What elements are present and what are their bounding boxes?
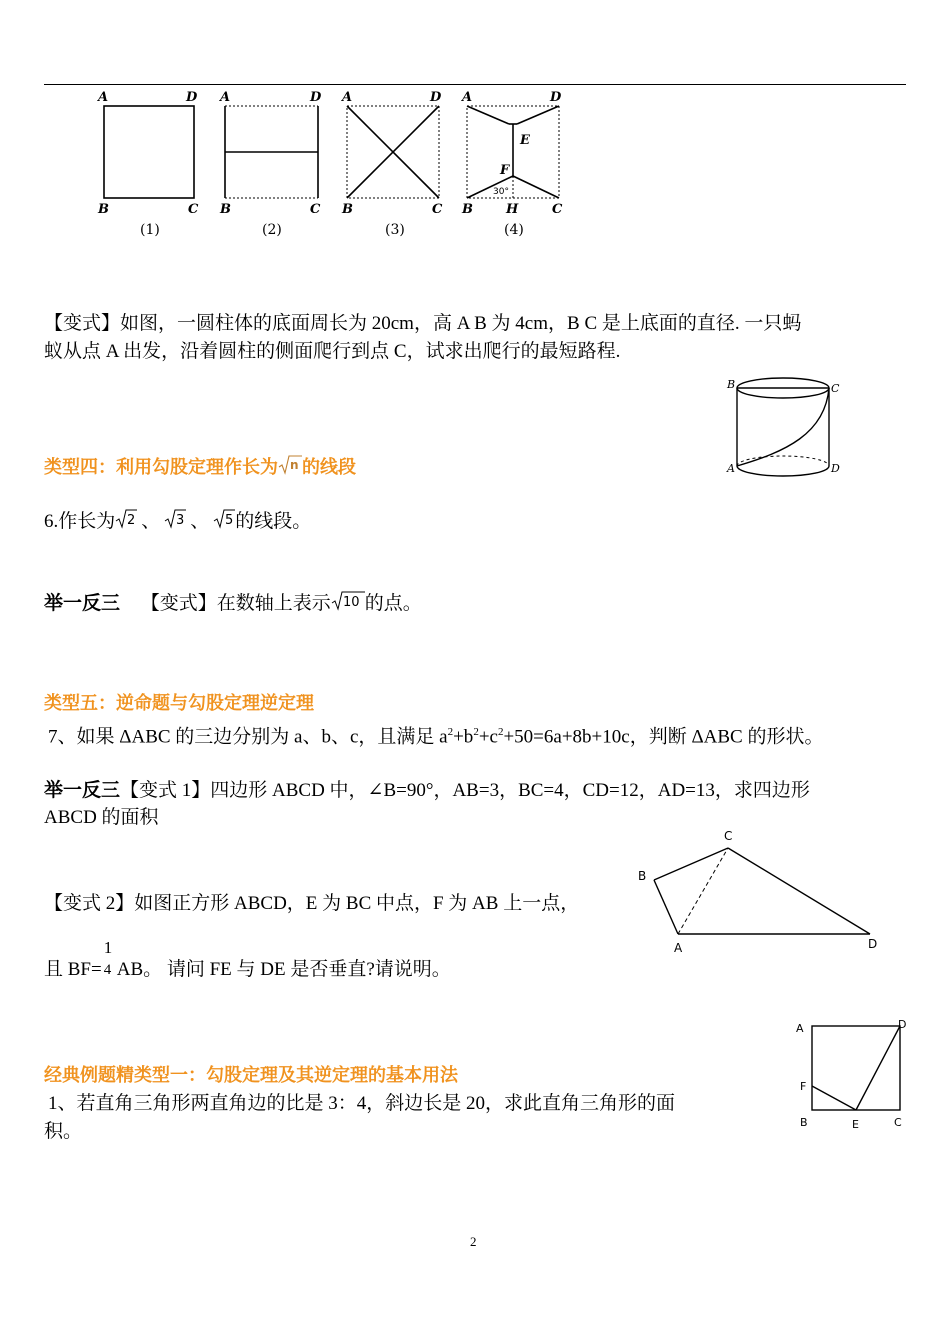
quad-label-c: C [724, 829, 733, 843]
fig3-label-b: B [342, 202, 353, 217]
variant1-line2: ABCD 的面积 [44, 807, 159, 828]
square-abcd-figure [790, 1014, 912, 1134]
fig1-label-c: C [188, 202, 199, 217]
svg-text:10: 10 [342, 595, 360, 610]
fig2-caption: (2) [262, 222, 282, 238]
classic-heading: 经典例题精类型一：勾股定理及其逆定理的基本用法 [44, 1065, 458, 1086]
fig4-label-a: A [462, 90, 473, 105]
fig4-label-b: B [462, 202, 473, 217]
fig4-label-d: D [550, 90, 562, 105]
sqrt-3 [164, 508, 186, 534]
fig4-label-c: C [552, 202, 563, 217]
classic-q1-line2: 积。 [44, 1121, 83, 1142]
cylinder-text-line1: 【变式】如图，一圆柱体的底面周长为 20cm，高 A B 为 4cm，B C 是上底面的直径. 一只蚂 [44, 313, 802, 334]
variant2-line2: 且 BF= 1 4 AB。 请问 FE 与 DE 是否垂直?请说明。 [44, 938, 451, 980]
sqrt-n [278, 454, 302, 480]
cylinder-label-c: C [831, 382, 840, 395]
fig2-label-a: A [220, 90, 231, 105]
sq-label-e: E [852, 1118, 859, 1131]
fig2-label-b: B [220, 202, 231, 217]
cylinder-label-b: B [727, 378, 736, 391]
q6-text: 6.作长为 2 、 3 、 5 的线段。 [44, 508, 311, 534]
fig4-caption: (4) [504, 222, 524, 238]
fig1-caption: (1) [140, 222, 160, 238]
variant2-line1: 【变式 2】如图正方形 ABCD，E 为 BC 中点，F 为 AB 上一点， [44, 893, 580, 914]
fraction-one-quarter: 1 4 [103, 938, 113, 978]
quadrilateral-figure [630, 826, 890, 956]
variant1-line1: 举一反三【变式 1】四边形 ABCD 中，∠B=90°，AB=3，BC=4，CD=12，AD=13，求四边形 [44, 779, 810, 801]
quad-label-d: D [868, 937, 878, 951]
sq-label-c: C [894, 1116, 902, 1129]
cylinder-figure [725, 374, 845, 482]
fig1-label-d: D [186, 90, 198, 105]
square-figures [90, 88, 580, 238]
type4-heading: 类型四：利用勾股定理作长为 n 的线段 [44, 454, 356, 480]
fig3-caption: (3) [385, 222, 405, 238]
cylinder-label-a: A [727, 462, 735, 475]
sqrt-5 [213, 508, 235, 534]
svg-text:5: 5 [225, 513, 234, 528]
variant-axis-text: 举一反三 【变式】在数轴上表示 10 的点。 [44, 592, 422, 614]
fig4-label-h: H [506, 202, 519, 217]
svg-text:3: 3 [176, 513, 185, 528]
sq-label-b: B [800, 1116, 808, 1129]
fig2-label-c: C [310, 202, 321, 217]
fig1-label-b: B [98, 202, 109, 217]
classic-q1-line1: 1、若直角三角形两直角边的比是 3：4，斜边长是 20，求此直角三角形的面 [48, 1093, 676, 1114]
fig2-label-d: D [310, 90, 322, 105]
sq-label-f: F [800, 1080, 807, 1093]
fig3-label-c: C [432, 202, 443, 217]
fig3-label-d: D [430, 90, 442, 105]
sq-label-a: A [796, 1022, 804, 1035]
fig4-angle-label: 30° [493, 187, 509, 197]
svg-text:n: n [290, 458, 299, 472]
fig4-label-e: E [520, 133, 530, 148]
fig1-label-a: A [98, 90, 109, 105]
quad-label-a: A [674, 941, 683, 955]
quad-label-b: B [638, 869, 647, 883]
sq-label-d: D [898, 1018, 907, 1031]
cylinder-label-d: D [831, 462, 840, 475]
sqrt-2 [115, 508, 137, 534]
q7-text: 7、如果 ΔABC 的三边分别为 a、b、c，且满足 $a^2+b^2+c^2+50=6a+8b+10c$，判断 ΔABC 的形状。 [48, 726, 824, 748]
svg-text:2: 2 [127, 513, 136, 528]
cylinder-text-line2: 蚁从点 A 出发，沿着圆柱的侧面爬行到点 C，试求出爬行的最短路程. [44, 341, 621, 362]
header-rule [44, 84, 906, 85]
page-number: 2 [470, 1234, 477, 1249]
fig4-label-f: F [500, 163, 510, 178]
sqrt-10 [331, 590, 365, 616]
fig3-label-a: A [342, 90, 353, 105]
type5-heading: 类型五：逆命题与勾股定理逆定理 [44, 693, 314, 714]
